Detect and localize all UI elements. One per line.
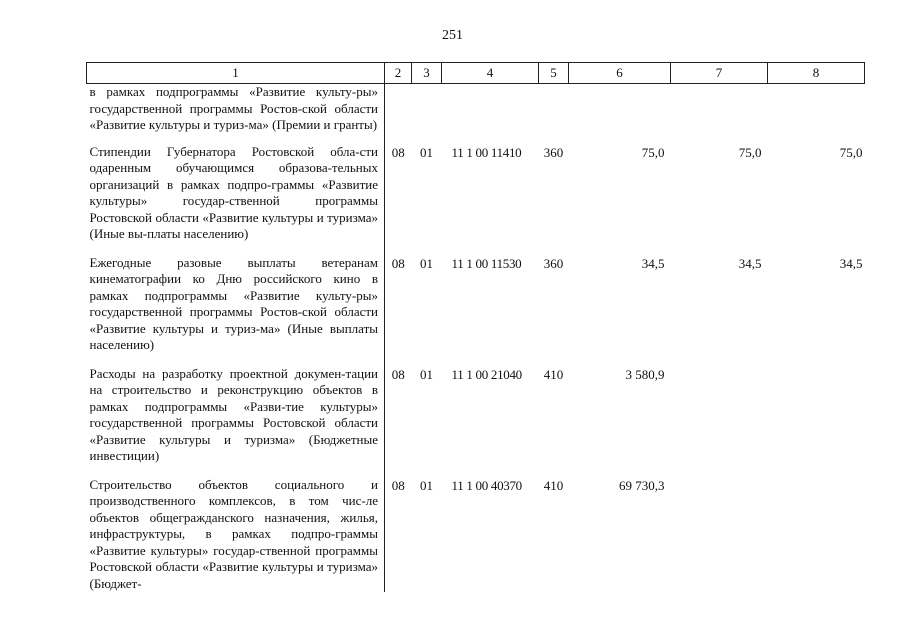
amount-col6: 34,5 [641,255,665,271]
row-description: в рамках подпрограммы «Развитие культу-ры» государственной программы Ростов-ской области «Развитие культуры и туриз-ма» (Премии и гранты) [87,84,385,144]
target-article-code: 11 1 00 21040 [451,366,522,382]
target-article-code: 11 1 00 40370 [451,477,522,493]
amount-col8: 75,0 [839,144,863,160]
amount-col8 [768,84,865,144]
amount-col8 [768,477,865,593]
section-code: 08 [391,477,405,493]
section-code: 08 [391,144,405,160]
row-description: Расходы на разработку проектной докумен-тации на строительство и реконструкцию объектов в рамках подпрограммы «Разви-тие культуры» государственной программы Ростовской области «Развитие культуры и туризма» (Бюджетные инвестиции) [87,366,385,477]
column-header: 6 [569,63,671,84]
column-header: 3 [412,63,442,84]
subsection-code: 01 [420,477,433,493]
section-code: 08 [391,366,405,382]
expense-type-code: 360 [543,144,564,160]
amount-col6: 69 730,3 [619,477,665,493]
row-description: Стипендии Губернатора Ростовской обла-сти одаренным обучающимся образова-тельных организаций в рамках подпро-граммы «Развитие культуры» государ-ственной программы Ростовской области «Развитие культуры и туризма» (Иные вы-платы населению) [87,144,385,255]
amount-col7: 75,0 [738,144,762,160]
subsection-code: 01 [420,144,433,160]
column-header: 1 [87,63,385,84]
subsection-code: 01 [420,255,433,271]
amount-col8: 34,5 [839,255,863,271]
amount-col7 [671,366,768,477]
row-description: Строительство объектов социального и производственного комплексов, в том чис-ле объектов общегражданского назначения, жилья, инфраструктуры, в рамках подпро-граммы «Развитие культуры» государ-ственной программы Ростовской области «Развитие культуры и туризма» (Бюджет- [87,477,385,593]
subsection-code [412,84,442,144]
target-article-code: 11 1 00 11410 [451,144,522,160]
table-row [87,84,865,144]
budget-table [86,62,865,592]
target-article-code: 11 1 00 11530 [451,255,522,271]
target-article-code [442,84,539,144]
table-row [87,366,865,477]
expense-type-code [539,84,569,144]
row-description: Ежегодные разовые выплаты ветеранам кинематографии ко Дню российского кино в рамках подпрограммы «Развитие культу-ры» государственной программы Ростов-ской области «Развитие культуры и туриз-ма» (Иные выплаты населению) [87,255,385,366]
amount-col6: 75,0 [641,144,665,160]
table-header-row [87,63,865,84]
amount-col7: 34,5 [738,255,762,271]
table-row [87,144,865,255]
amount-col7 [671,84,768,144]
section-code [385,84,412,144]
expense-type-code: 410 [543,366,564,382]
subsection-code: 01 [420,366,433,382]
column-header: 5 [539,63,569,84]
amount-col8 [768,366,865,477]
column-header: 2 [385,63,412,84]
expense-type-code: 360 [543,255,564,271]
column-header: 4 [442,63,539,84]
amount-col7 [671,477,768,593]
table-row [87,477,865,593]
amount-col6: 3 580,9 [625,366,665,382]
section-code: 08 [391,255,405,271]
column-header: 7 [671,63,768,84]
table-row [87,255,865,366]
column-header: 8 [768,63,865,84]
amount-col6 [569,84,671,144]
page-number: 251 [442,28,463,43]
expense-type-code: 410 [543,477,564,493]
